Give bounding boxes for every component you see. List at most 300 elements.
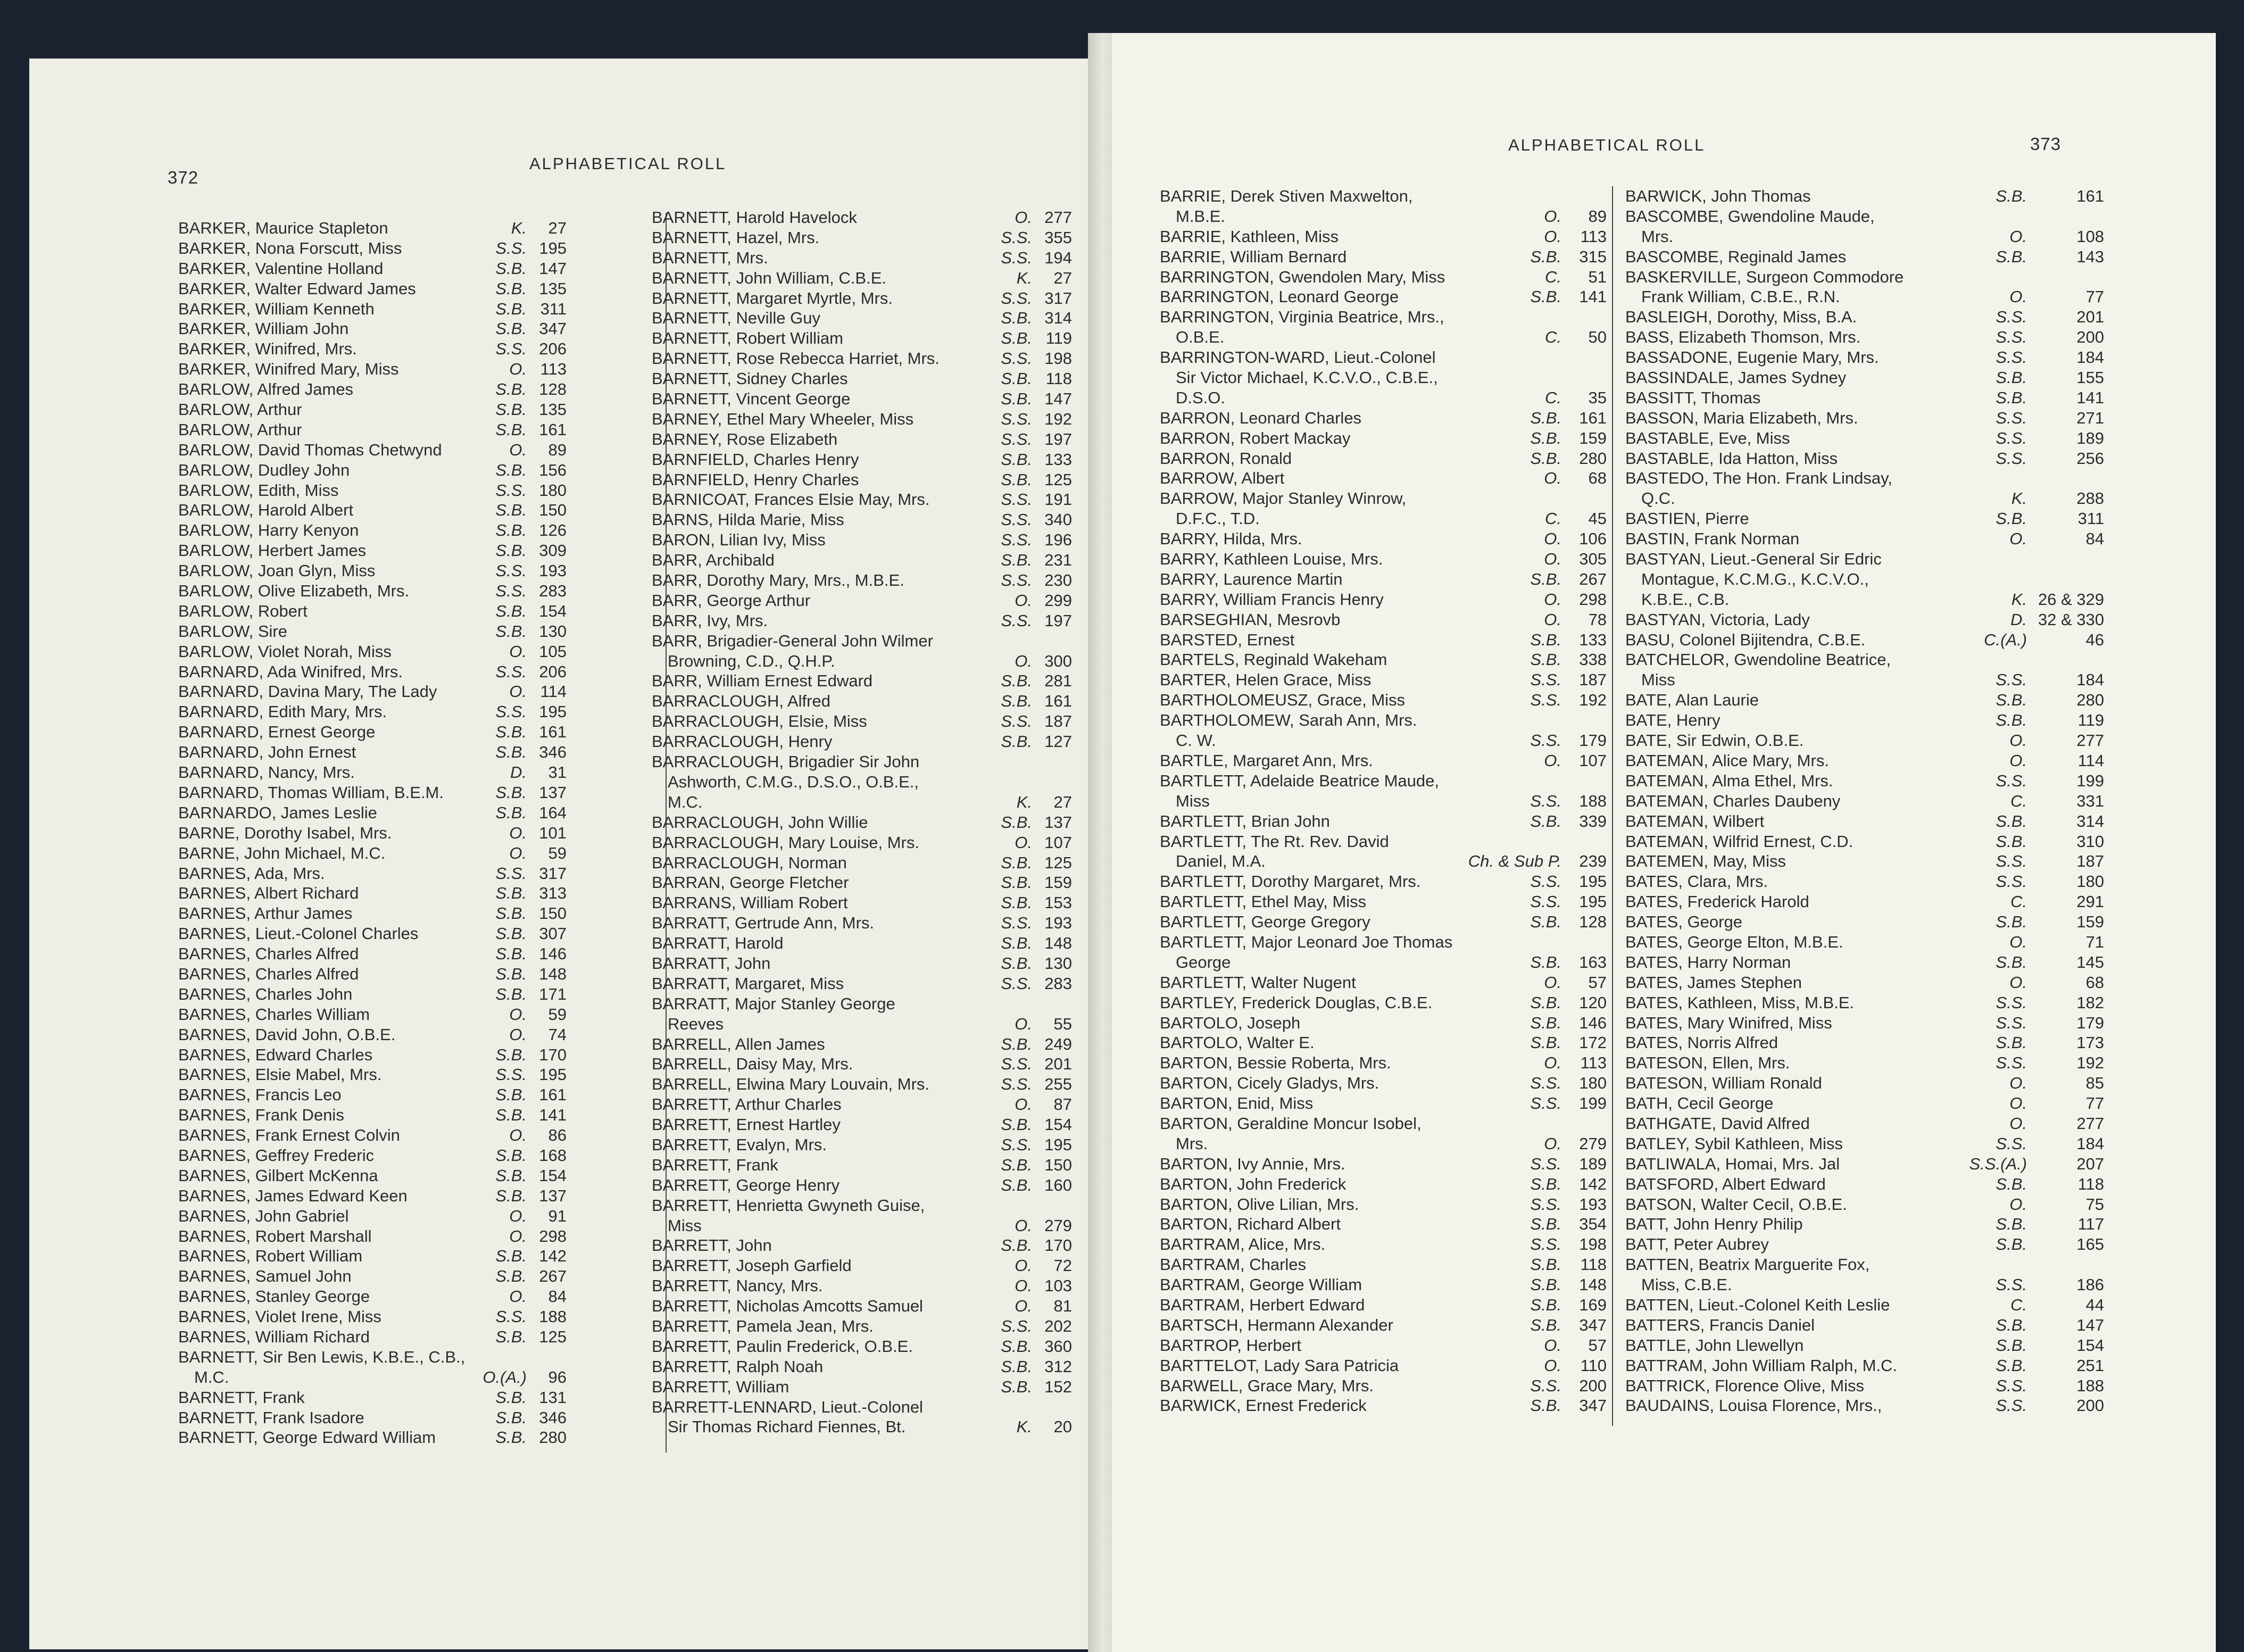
entry-name: BARNETT, Sidney Charles — [652, 369, 848, 388]
entry-code: S.S. — [1996, 408, 2027, 427]
entry-page: 199 — [1579, 1094, 1607, 1113]
entry-name: Reeves — [668, 1014, 724, 1033]
entry-page: 346 — [539, 1408, 567, 1427]
roll-entry — [1160, 1013, 1639, 1033]
entry-name: BARNARD, Thomas William, B.E.M. — [178, 783, 444, 802]
entry-code: S.B. — [1001, 732, 1032, 751]
entry-code: O. — [509, 440, 527, 459]
entry-name: BARNETT, Frank — [178, 1388, 305, 1407]
entry-page: 85 — [2085, 1074, 2104, 1093]
page-number: 372 — [168, 168, 199, 187]
entry-name: BARRETT, Ernest Hartley — [652, 1115, 841, 1134]
entry-code: S.S. — [1001, 429, 1032, 449]
entry-name: BARTRAM, Herbert Edward — [1160, 1295, 1365, 1314]
entry-name: BARLOW, Herbert James — [178, 541, 367, 560]
entry-code: S.B. — [1530, 630, 1561, 649]
entry-code: S.S.(A.) — [1969, 1154, 2027, 1173]
entry-name: M.C. — [668, 792, 703, 811]
entry-page: 360 — [1044, 1336, 1072, 1356]
entry-code: O. — [1015, 591, 1032, 610]
entry-code: S.S. — [495, 702, 527, 721]
roll-entry — [652, 1014, 1109, 1034]
entry-name: BARRELL, Daisy May, Mrs. — [652, 1055, 853, 1074]
entry-page: 164 — [539, 803, 567, 822]
entry-page: 298 — [1579, 590, 1607, 609]
entry-page: 27 — [1053, 792, 1072, 811]
roll-entry — [178, 581, 636, 601]
entry-page: 267 — [1579, 569, 1607, 588]
entry-name: BATES, James Stephen — [1625, 973, 1802, 992]
entry-name: BARNETT, Mrs. — [652, 248, 768, 267]
left-column-2 — [652, 207, 1109, 1437]
entry-code: O. — [509, 642, 527, 661]
entry-code: O. — [2009, 731, 2027, 750]
right-page — [1112, 33, 2216, 1652]
entry-page: 148 — [1044, 934, 1072, 953]
roll-entry — [178, 218, 636, 238]
entry-code: S.B. — [1530, 1215, 1561, 1234]
entry-page: 197 — [1044, 611, 1072, 630]
roll-entry — [1625, 468, 2131, 488]
roll-entry — [178, 520, 636, 541]
entry-name: BATT, Peter Aubrey — [1625, 1235, 1769, 1254]
entry-page: 152 — [1044, 1377, 1072, 1396]
roll-entry — [178, 823, 636, 843]
entry-name: BASTABLE, Eve, Miss — [1625, 428, 1790, 447]
entry-code: S.S. — [495, 864, 527, 883]
entry-code: S.B. — [495, 1428, 527, 1447]
entry-page: 89 — [1588, 206, 1607, 226]
roll-entry — [1625, 227, 2131, 247]
roll-entry — [1160, 327, 1639, 347]
entry-code: S.B. — [1001, 329, 1032, 348]
entry-code: D. — [2010, 610, 2027, 629]
entry-code: S.B. — [495, 944, 527, 964]
entry-page: 300 — [1044, 651, 1072, 670]
entry-name: BARTLETT, The Rt. Rev. David — [1160, 832, 1389, 851]
roll-entry — [1625, 1396, 2131, 1416]
roll-entry — [652, 772, 1109, 792]
roll-entry — [652, 631, 1109, 651]
entry-code: S.S. — [1996, 328, 2027, 347]
entry-name: BARTLETT, Brian John — [1160, 811, 1330, 831]
roll-entry — [178, 379, 636, 400]
entry-page: 279 — [1579, 1134, 1607, 1153]
entry-name: BATES, Kathleen, Miss, M.B.E. — [1625, 993, 1855, 1012]
entry-code: S.S. — [1530, 892, 1561, 911]
entry-code: S.S. — [495, 561, 527, 580]
entry-name: BARWICK, John Thomas — [1625, 187, 1811, 205]
roll-entry — [1625, 1356, 2131, 1376]
entry-page: 280 — [2076, 691, 2104, 710]
roll-entry — [1625, 307, 2131, 327]
entry-name: BARNES, Arthur James — [178, 904, 353, 923]
roll-entry — [1625, 1376, 2131, 1396]
entry-code: S.S. — [495, 480, 527, 500]
entry-page: 77 — [2085, 1094, 2104, 1113]
roll-entry — [652, 873, 1109, 893]
roll-entry — [1160, 1315, 1639, 1335]
entry-code: S.S. — [1001, 1135, 1032, 1154]
roll-entry — [652, 530, 1109, 550]
entry-name: BARRETT, Nancy, Mrs. — [652, 1276, 823, 1296]
roll-entry — [652, 1316, 1109, 1336]
entry-page: 150 — [539, 501, 567, 520]
entry-code: S.B. — [1530, 993, 1561, 1012]
entry-code: S.B. — [1530, 1033, 1561, 1052]
entry-code: S.B. — [1001, 873, 1032, 892]
roll-entry — [178, 964, 636, 984]
entry-name: K.B.E., C.B. — [1641, 590, 1730, 609]
roll-entry — [1625, 186, 2131, 206]
roll-entry — [652, 409, 1109, 429]
entry-page: 110 — [1580, 1356, 1607, 1375]
entry-name: BARTON, Ivy Annie, Mrs. — [1160, 1154, 1345, 1173]
entry-page: 142 — [1579, 1174, 1607, 1193]
roll-entry — [178, 259, 636, 279]
entry-name: BARRETT, Evalyn, Mrs. — [652, 1135, 827, 1154]
entry-code: S.B. — [1001, 1236, 1032, 1255]
entry-code: S.B. — [1001, 1155, 1032, 1174]
entry-page: 347 — [539, 319, 567, 338]
entry-name: BARNETT, Frank Isadore — [178, 1408, 364, 1427]
entry-page: 195 — [1579, 872, 1607, 891]
roll-entry — [652, 933, 1109, 953]
roll-entry — [178, 762, 636, 783]
roll-entry — [1160, 791, 1639, 811]
entry-page: 161 — [539, 723, 567, 742]
entry-code: S.B. — [495, 904, 527, 923]
entry-name: BARTON, Olive Lilian, Mrs. — [1160, 1194, 1359, 1214]
entry-name: BARLOW, Harold Albert — [178, 501, 354, 520]
roll-entry — [1160, 1295, 1639, 1315]
entry-code: S.B. — [1530, 569, 1561, 588]
roll-entry — [1160, 449, 1639, 469]
roll-entry — [178, 1166, 636, 1186]
roll-entry — [652, 348, 1109, 369]
entry-name: BARNES, Frank Denis — [178, 1106, 344, 1125]
entry-name: BARRINGTON, Gwendolen Mary, Miss — [1160, 267, 1445, 286]
roll-entry — [178, 460, 636, 480]
roll-entry — [178, 1266, 636, 1286]
roll-entry — [1625, 1295, 2131, 1315]
entry-name: BARTLETT, Walter Nugent — [1160, 973, 1356, 992]
entry-name: BARTON, Geraldine Moncur Isobel, — [1160, 1114, 1422, 1133]
entry-page: 161 — [2076, 187, 2104, 205]
entry-name: BATHGATE, David Alfred — [1625, 1114, 1810, 1133]
entry-name: BARR, Brigadier-General John Wilmer — [652, 631, 933, 650]
entry-code: O. — [509, 682, 527, 701]
entry-name: BARLOW, Arthur — [178, 400, 302, 419]
entry-name: BATESON, William Ronald — [1625, 1074, 1822, 1093]
entry-name: BARRATT, John — [652, 953, 771, 973]
entry-code: S.S. — [495, 238, 527, 258]
entry-name: BASKERVILLE, Surgeon Commodore — [1625, 267, 1904, 286]
entry-page: 31 — [548, 763, 567, 782]
roll-entry — [1160, 912, 1639, 932]
entry-page: 84 — [2085, 529, 2104, 549]
roll-entry — [652, 248, 1109, 268]
entry-name: Daniel, M.A. — [1176, 852, 1266, 871]
entry-name: BATTEN, Lieut.-Colonel Keith Leslie — [1625, 1295, 1890, 1314]
entry-code: S.B. — [495, 1045, 527, 1064]
book-gutter — [1088, 33, 1112, 1652]
roll-entry — [178, 1246, 636, 1266]
entry-name: BARNES, Geffrey Frederic — [178, 1145, 375, 1165]
entry-name: BASSON, Maria Elizabeth, Mrs. — [1625, 408, 1858, 427]
entry-code: O. — [2009, 1094, 2027, 1113]
entry-code: O. — [1015, 651, 1032, 670]
entry-code: S.B. — [1996, 1235, 2027, 1254]
entry-code: S.B. — [495, 1106, 527, 1125]
entry-name: BASSADONE, Eugenie Mary, Mrs. — [1625, 348, 1879, 367]
roll-entry — [652, 651, 1109, 671]
entry-name: BARKER, William Kenneth — [178, 299, 375, 318]
entry-name: BATTERS, Francis Daniel — [1625, 1315, 1815, 1334]
entry-code: S.B. — [1530, 428, 1561, 447]
entry-code: S.B. — [495, 1408, 527, 1427]
roll-entry — [178, 1408, 636, 1428]
roll-entry — [1160, 1255, 1639, 1275]
entry-page: 71 — [2085, 932, 2104, 951]
entry-code: O. — [1015, 1216, 1032, 1235]
entry-code: O. — [509, 1126, 527, 1145]
entry-code: S.B. — [1530, 1315, 1561, 1334]
roll-entry — [178, 883, 636, 903]
roll-entry — [1625, 1093, 2131, 1114]
entry-code: S.S. — [1001, 1316, 1032, 1335]
entry-name: BATEMEN, May, Miss — [1625, 852, 1786, 871]
entry-page: 50 — [1588, 328, 1607, 347]
entry-name: BARRETT, Frank — [652, 1155, 778, 1174]
roll-entry — [1625, 287, 2131, 307]
entry-page: 193 — [1044, 914, 1072, 933]
roll-entry — [652, 328, 1109, 348]
entry-name: BATSON, Walter Cecil, O.B.E. — [1625, 1194, 1847, 1214]
roll-entry — [652, 1336, 1109, 1357]
entry-name: BARLOW, Dudley John — [178, 460, 350, 479]
entry-name: BARNES, Violet Irene, Miss — [178, 1307, 381, 1326]
entry-code: S.S. — [1996, 308, 2027, 327]
entry-code: S.S. — [1530, 1194, 1561, 1214]
entry-code: O. — [1544, 1356, 1561, 1375]
roll-entry — [652, 732, 1109, 752]
entry-name: BARRON, Leonard Charles — [1160, 408, 1362, 427]
roll-entry — [652, 1256, 1109, 1276]
entry-page: 128 — [1579, 912, 1607, 932]
entry-name: BARTER, Helen Grace, Miss — [1160, 670, 1372, 690]
roll-entry — [1160, 590, 1639, 610]
roll-entry — [652, 228, 1109, 248]
entry-page: 150 — [1044, 1155, 1072, 1174]
entry-name: BATEMAN, Wilbert — [1625, 811, 1765, 831]
entry-code: S.B. — [1001, 551, 1032, 570]
roll-entry — [1160, 368, 1639, 388]
roll-entry — [1160, 186, 1639, 206]
entry-page: 155 — [2076, 368, 2104, 387]
roll-entry — [652, 1216, 1109, 1236]
entry-code: O. — [2009, 932, 2027, 951]
entry-page: 192 — [1044, 409, 1072, 428]
entry-code: S.B. — [1996, 952, 2027, 972]
entry-code: S.B. — [495, 1327, 527, 1346]
entry-name: BARNES, Albert Richard — [178, 884, 359, 903]
entry-page: 255 — [1044, 1075, 1072, 1094]
roll-entry — [178, 1025, 636, 1045]
entry-page: 200 — [2076, 328, 2104, 347]
roll-entry — [178, 339, 636, 359]
roll-entry — [178, 420, 636, 440]
entry-page: 206 — [539, 339, 567, 359]
roll-entry — [178, 601, 636, 621]
entry-name: BARRATT, Margaret, Miss — [652, 974, 844, 993]
roll-entry — [1160, 1073, 1639, 1093]
entry-code: S.B. — [1530, 912, 1561, 932]
entry-code: S.S. — [1530, 872, 1561, 891]
entry-code: S.B. — [1996, 811, 2027, 831]
entry-page: 117 — [2077, 1215, 2104, 1234]
roll-entry — [652, 470, 1109, 490]
roll-entry — [652, 429, 1109, 450]
entry-page: 173 — [2076, 1033, 2104, 1052]
entry-page: 355 — [1044, 228, 1072, 247]
entry-page: 105 — [539, 642, 567, 661]
entry-code: S.B. — [1996, 1356, 2027, 1375]
roll-entry — [178, 1005, 636, 1025]
entry-name: BARRIE, Derek Stiven Maxwelton, — [1160, 187, 1413, 205]
entry-name: BARTTELOT, Lady Sara Patricia — [1160, 1356, 1399, 1375]
entry-code: S.B. — [495, 743, 527, 762]
entry-name: BARNARDO, James Leslie — [178, 803, 377, 822]
running-head: ALPHABETICAL ROLL — [1508, 136, 1706, 154]
entry-page: 288 — [2076, 489, 2104, 508]
entry-name: BATES, Norris Alfred — [1625, 1033, 1778, 1052]
roll-entry — [1625, 509, 2131, 529]
entry-page: 281 — [1044, 671, 1072, 691]
entry-name: BARRAN, George Fletcher — [652, 873, 849, 892]
entry-page: 280 — [1579, 449, 1607, 468]
entry-code: O. — [509, 843, 527, 862]
entry-page: 103 — [1044, 1276, 1072, 1296]
entry-code: S.S. — [1001, 712, 1032, 731]
entry-name: BARNES, David John, O.B.E. — [178, 1025, 396, 1044]
entry-page: 153 — [1044, 893, 1072, 912]
entry-name: BARLOW, Joan Glyn, Miss — [178, 561, 376, 580]
entry-page: 26 & 329 — [2038, 590, 2104, 609]
entry-page: 84 — [548, 1287, 567, 1306]
entry-page: 231 — [1044, 551, 1072, 570]
roll-entry — [178, 1145, 636, 1166]
roll-entry — [178, 864, 636, 884]
roll-entry — [1625, 1315, 2131, 1335]
entry-name: Miss — [668, 1216, 702, 1235]
entry-page: 107 — [1044, 833, 1072, 852]
entry-code: S.B. — [495, 299, 527, 318]
entry-name: BATE, Henry — [1625, 711, 1721, 730]
entry-name: BARRATT, Major Stanley George — [652, 994, 895, 1013]
entry-code: S.B. — [1530, 408, 1561, 427]
roll-entry — [652, 853, 1109, 873]
roll-entry — [652, 833, 1109, 853]
entry-code: O. — [2009, 1114, 2027, 1133]
entry-code: S.B. — [1996, 509, 2027, 528]
entry-page: 331 — [2076, 791, 2104, 810]
entry-page: 311 — [2077, 509, 2104, 528]
entry-page: 307 — [539, 924, 567, 943]
roll-entry — [652, 711, 1109, 732]
entry-page: 133 — [1044, 450, 1072, 469]
roll-entry — [1625, 1174, 2131, 1194]
roll-entry — [178, 702, 636, 722]
entry-page: 189 — [1579, 1154, 1607, 1173]
entry-page: 192 — [1579, 691, 1607, 710]
entry-name: O.B.E. — [1176, 328, 1225, 347]
entry-page: 159 — [1044, 873, 1072, 892]
roll-entry — [652, 550, 1109, 570]
roll-entry — [178, 1206, 636, 1226]
roll-entry — [1625, 368, 2131, 388]
roll-entry — [1625, 1194, 2131, 1215]
entry-name: BARTLETT, Major Leonard Joe Thomas — [1160, 932, 1453, 951]
roll-entry — [1625, 912, 2131, 932]
entry-name: BARNICOAT, Frances Elsie May, Mrs. — [652, 490, 930, 509]
entry-code: S.B. — [1996, 368, 2027, 387]
entry-name: BARNES, James Edward Keen — [178, 1186, 408, 1205]
entry-page: 119 — [1045, 329, 1072, 348]
entry-page: 130 — [1044, 953, 1072, 973]
entry-code: O. — [1015, 1256, 1032, 1275]
entry-code: S.B. — [1996, 247, 2027, 266]
entry-page: 188 — [539, 1307, 567, 1326]
entry-code: S.B. — [1996, 1335, 2027, 1355]
entry-name: BARSTED, Ernest — [1160, 630, 1295, 649]
entry-page: 45 — [1588, 509, 1607, 528]
entry-code: O. — [1015, 1297, 1032, 1316]
entry-page: 135 — [539, 279, 567, 298]
entry-code: S.S. — [1001, 611, 1032, 630]
entry-code: S.S. — [1996, 1376, 2027, 1395]
entry-code: O. — [2009, 287, 2027, 306]
entry-code: S.B. — [1996, 912, 2027, 932]
entry-code: S.B. — [1996, 1315, 2027, 1334]
entry-code: S.S. — [495, 1307, 527, 1326]
column-rule — [1612, 186, 1613, 1426]
entry-code: S.B. — [1001, 893, 1032, 912]
entry-code: S.S. — [1001, 914, 1032, 933]
entry-name: BARRACLOUGH, Mary Louise, Mrs. — [652, 833, 919, 852]
entry-page: 161 — [539, 420, 567, 439]
entry-name: BASTABLE, Ida Hatton, Miss — [1625, 449, 1838, 468]
roll-entry — [178, 1367, 636, 1388]
entry-page: 148 — [1579, 1275, 1607, 1294]
roll-entry — [178, 500, 636, 520]
entry-code: S.S. — [1996, 670, 2027, 690]
entry-page: 169 — [1579, 1295, 1607, 1314]
entry-name: BARRETT, Paulin Frederick, O.B.E. — [652, 1336, 913, 1356]
entry-code: O. — [1544, 1134, 1561, 1153]
entry-page: 299 — [1044, 591, 1072, 610]
roll-entry — [1625, 832, 2131, 852]
entry-page: 27 — [548, 219, 567, 237]
entry-page: 68 — [1588, 469, 1607, 488]
entry-page: 196 — [1044, 530, 1072, 550]
entry-code: S.B. — [495, 924, 527, 943]
entry-page: 277 — [1044, 208, 1072, 227]
roll-entry — [1160, 1114, 1639, 1134]
entry-name: BARTHOLOMEUSZ, Grace, Miss — [1160, 691, 1406, 710]
entry-name: BARNARD, Edith Mary, Mrs. — [178, 702, 387, 721]
roll-entry — [652, 489, 1109, 510]
